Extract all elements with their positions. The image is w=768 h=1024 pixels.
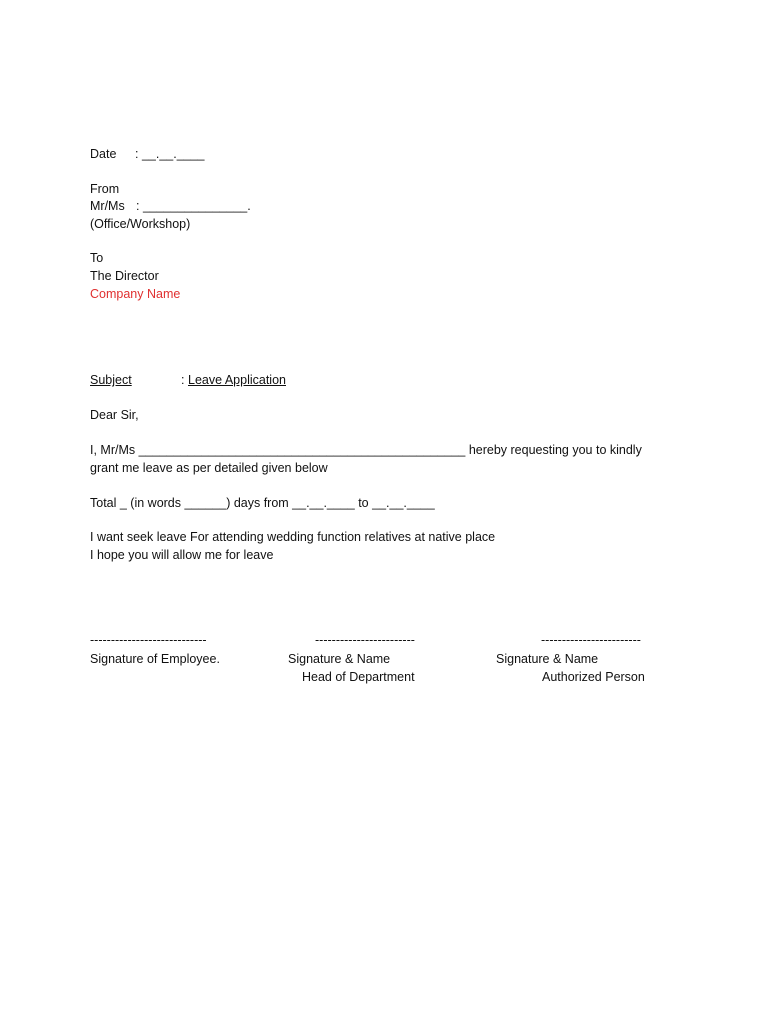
signature-employee-title: Signature of Employee. xyxy=(90,652,220,666)
signature-hod-subtitle: Head of Department xyxy=(302,670,415,684)
office-workshop: (Office/Workshop) xyxy=(90,217,191,231)
signature-line-authorized: ------------------------ xyxy=(541,633,641,647)
signature-hod-title: Signature & Name xyxy=(288,652,391,666)
to-label: To xyxy=(90,251,104,265)
total-days-line: Total _ (in words ______) days from __.__.____ to __.__.____ xyxy=(90,496,435,510)
subject-colon: : xyxy=(181,373,185,387)
from-label: From xyxy=(90,182,120,196)
recipient-title: The Director xyxy=(90,269,159,283)
mrms-label: Mr/Ms xyxy=(90,199,125,213)
signature-authorized-title: Signature & Name xyxy=(496,652,599,666)
signature-line-employee: ---------------------------- xyxy=(90,633,207,647)
date-label: Date xyxy=(90,147,117,161)
salutation: Dear Sir, xyxy=(90,408,139,422)
request-line-1: I, Mr/Ms _______________________________________________ hereby requesting you to kindly xyxy=(90,443,642,457)
signature-authorized-subtitle: Authorized Person xyxy=(542,670,645,684)
subject-value: Leave Application xyxy=(188,373,286,387)
request-line-2: grant me leave as per detailed given below xyxy=(90,461,328,475)
mrms-value: : _______________. xyxy=(136,199,251,213)
subject-label: Subject xyxy=(90,373,132,387)
signature-line-hod: ------------------------ xyxy=(315,633,415,647)
reason-line-1: I want seek leave For attending wedding function relatives at native place xyxy=(90,530,496,544)
reason-line-2: I hope you will allow me for leave xyxy=(90,548,274,562)
date-value: : __.__.____ xyxy=(135,147,205,161)
company-name: Company Name xyxy=(90,287,181,301)
